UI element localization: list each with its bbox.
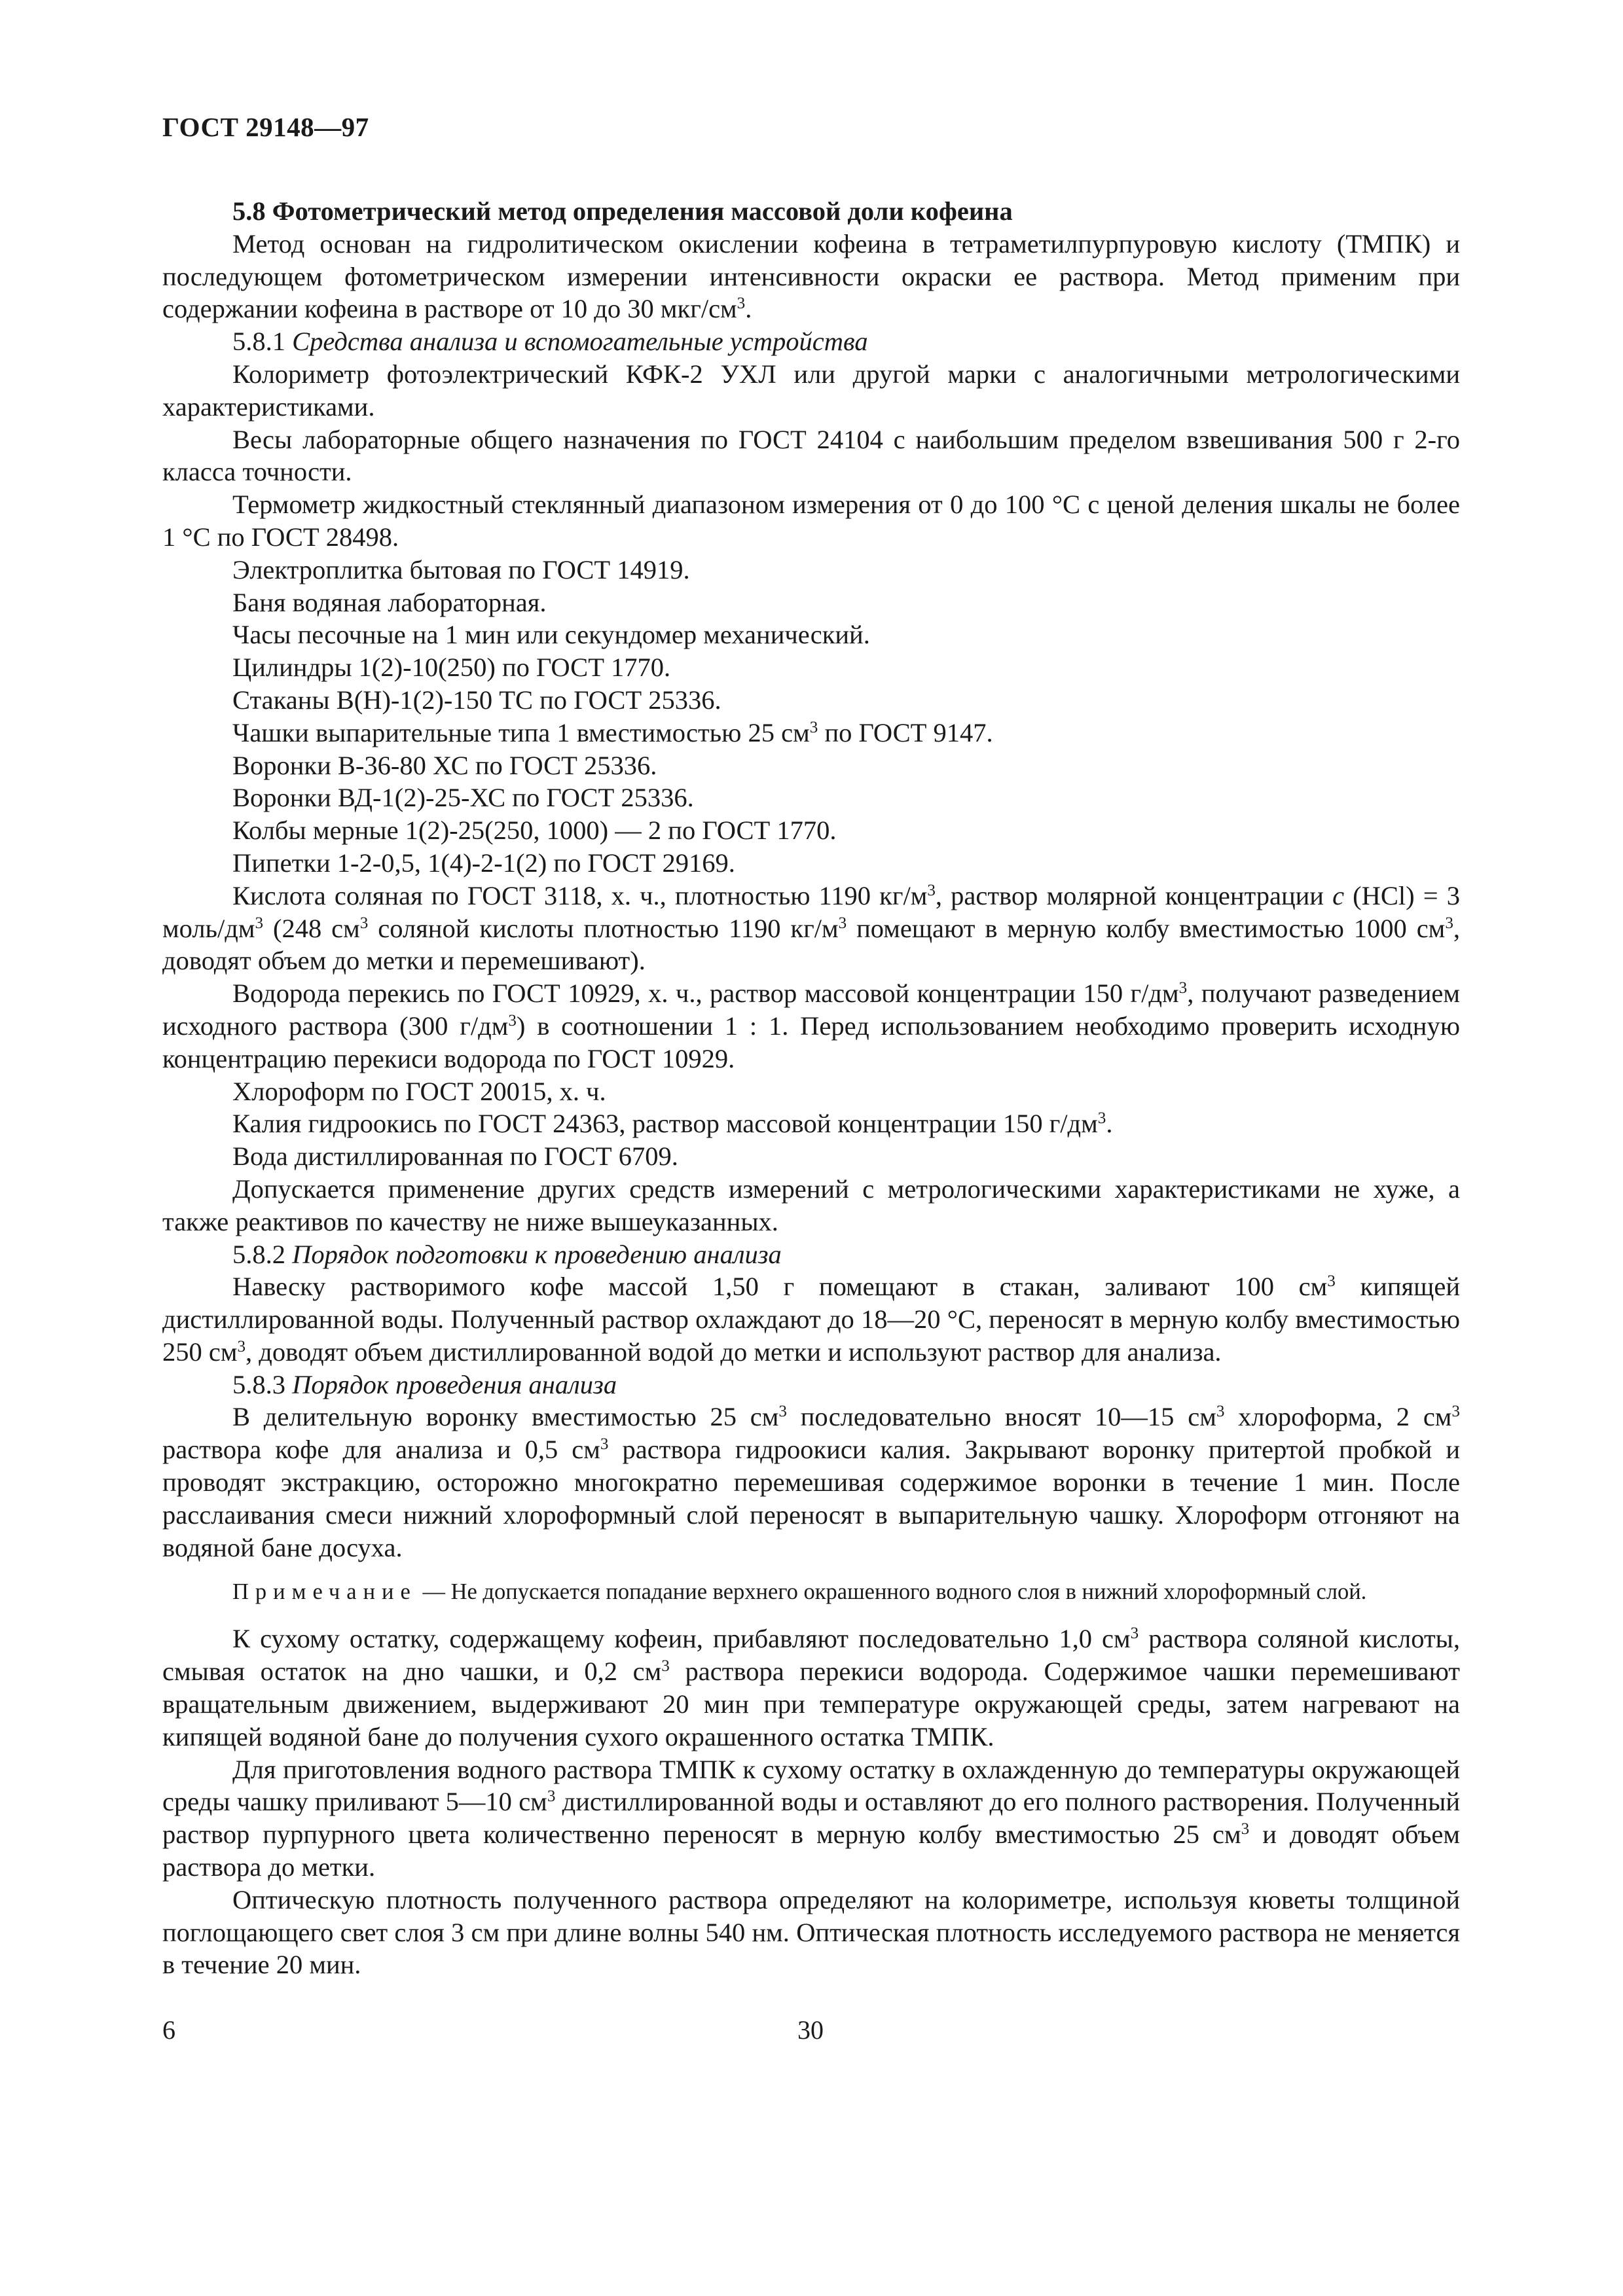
equipment-water-bath: Баня водяная лабораторная. [232, 587, 547, 617]
optical-density-measurement: Оптическую плотность полученного раствора определяют на колориметре, используя кюветы толщиной поглощающего свет слоя 3 см при длине волны 540 нм. Оптическая плотность исследуемого раствора не меняется в течение 20 мин. [162, 1884, 1460, 1980]
equipment-balance: Весы лабораторные общего назначения по ГОСТ 24104 с наибольшим пределом взвешивания 500 г 2-го класса точности. [162, 424, 1460, 487]
substitution-allowed: Допускается применение других средств измерений с метрологическими характеристиками не хуже, а также реактивов по качеству не ниже вышеуказанных. [162, 1174, 1460, 1236]
equipment-colorimeter: Колориметр фотоэлектрический КФК-2 УХЛ или другой марки с аналогичными метрологическими характеристиками. [162, 359, 1460, 422]
intro-paragraph: Метод основан на гидролитическом окислении кофеина в тетраметилпурпуровую кислоту (ТМПК) и последующем фотометрическом измерении интенсивности окраски ее раствора. Метод применим при содержании кофеина в растворе от 10 до 30 мкг/$см^3$. [162, 228, 1460, 324]
subsection-5-8-1-heading: 5.8.1 Средства анализа и вспомогательные устройства [232, 327, 868, 357]
equipment-volumetric-flasks: Колбы мерные 1(2)-25(250, 1000) — 2 по ГОСТ 1770. [232, 816, 837, 846]
page-number: 6 [162, 2015, 175, 2045]
equipment-beakers: Стаканы В(Н)-1(2)-150 ТС по ГОСТ 25336. [232, 685, 721, 715]
equipment-thermometer: Термометр жидкостный стеклянный диапазоном измерения от 0 до 100 °С с ценой деления шкалы не более 1 °С по ГОСТ 28498. [162, 490, 1460, 552]
sample-preparation: Навеску растворимого кофе массой 1,50 г помещают в стакан, заливают 100 $см^3$ кипящей дистиллированной воды. Полученный раствор охлаждают до 18—20 °С, переносят в мерную колбу вместимостью 250 $см^3$, доводят объем дистиллированной водой до метки и используют раствор для анализа. [162, 1272, 1460, 1367]
equipment-funnels: Воронки В-36-80 ХС по ГОСТ 25336. [232, 750, 657, 780]
extraction-procedure: В делительную воронку вместимостью 25 $см^3$ последовательно вносят 10—15 $см^3$ хлороформа, 2 $см^3$ раствора кофе для анализа и 0,5 $см^3$ раствора гидроокиси калия. Закрывают воронку притертой пробкой и проводят экстракцию, осторожно многократно перемешивая содержимое воронки в течение 1 мин. После расслаивания смеси нижний хлороформный слой переносят в выпарительную чашку. Хлороформ отгоняют на водяной бане досуха. [162, 1402, 1461, 1562]
note-label: Примечание [232, 1579, 417, 1605]
equipment-cylinders: Цилиндры 1(2)-10(250) по ГОСТ 1770. [232, 653, 671, 683]
standard-header: ГОСТ 29148—97 [162, 112, 369, 142]
equipment-timer: Часы песочные на 1 мин или секундомер механический. [232, 620, 870, 650]
reagent-distilled-water: Вода дистиллированная по ГОСТ 6709. [232, 1141, 678, 1172]
reagent-hydrogen-peroxide: Водорода перекись по ГОСТ 10929, х. ч., раствор массовой концентрации 150 $г/дм^3$, получают разведением исходного раствора (300 $г/дм^3$) в соотношении 1 : 1. Перед использованием необходимо проверить исходную концентрацию перекиси водорода по ГОСТ 10929. [162, 978, 1460, 1073]
sheet-number: 30 [797, 2015, 824, 2045]
document-body [162, 195, 1460, 1981]
reagent-chloroform: Хлороформ по ГОСТ 20015, х. ч. [232, 1076, 606, 1106]
oxidation-procedure: К сухому остатку, содержащему кофеин, прибавляют последовательно 1,0 $см^3$ раствора соляной кислоты, смывая остаток на дно чашки, и 0,2 $см^3$ раствора перекиси водорода. Содержимое чашки перемешивают вращательным движением, выдерживают 20 мин при температуре окружающей среды, затем нагревают на кипящей водяной бане до получения сухого окрашенного остатка ТМПК. [162, 1624, 1460, 1751]
dissolution-procedure: Для приготовления водного раствора ТМПК к сухому остатку в охлажденную до температуры окружающей среды чашку приливают 5—10 $см^3$ дистиллированной воды и оставляют до его полного растворения. Полученный раствор пурпурного цвета количественно переносят в мерную колбу вместимостью 25 $см^3$ и доводят объем раствора до метки. [162, 1754, 1460, 1882]
reagent-hydrochloric-acid: Кислота соляная по ГОСТ 3118, х. ч., плотностью 1190 $кг/м^3$, раствор молярной концентрации c (HCl) = 3 моль/$дм^3$ (248 $см^3$ соляной кислоты плотностью 1190 $кг/м^3$ помещают в мерную колбу вместимостью 1000 $см^3$, доводят объем до метки и перемешивают). [162, 880, 1460, 976]
equipment-hotplate: Электроплитка бытовая по ГОСТ 14919. [232, 554, 690, 584]
equipment-evaporating-dishes: Чашки выпарительные типа 1 вместимостью 25 $см^3$ по ГОСТ 9147. [232, 717, 993, 747]
equipment-separating-funnels: Воронки ВД-1(2)-25-ХС по ГОСТ 25336. [232, 783, 694, 813]
subsection-5-8-2-heading: 5.8.2 Порядок подготовки к проведению анализа [232, 1239, 782, 1269]
note: Примечание — Не допускается попадание верхнего окрашенного водного слоя в нижний хлороформный слой. [232, 1579, 1367, 1605]
subsection-5-8-3-heading: 5.8.3 Порядок проведения анализа [232, 1369, 617, 1399]
section-title: 5.8 Фотометрический метод определения массовой доли кофеина [232, 196, 1013, 226]
equipment-pipettes: Пипетки 1-2-0,5, 1(4)-2-1(2) по ГОСТ 29169. [232, 848, 735, 878]
reagent-potassium-hydroxide: Калия гидроокись по ГОСТ 24363, раствор массовой концентрации 150 $г/дм^3$. [232, 1109, 1113, 1139]
